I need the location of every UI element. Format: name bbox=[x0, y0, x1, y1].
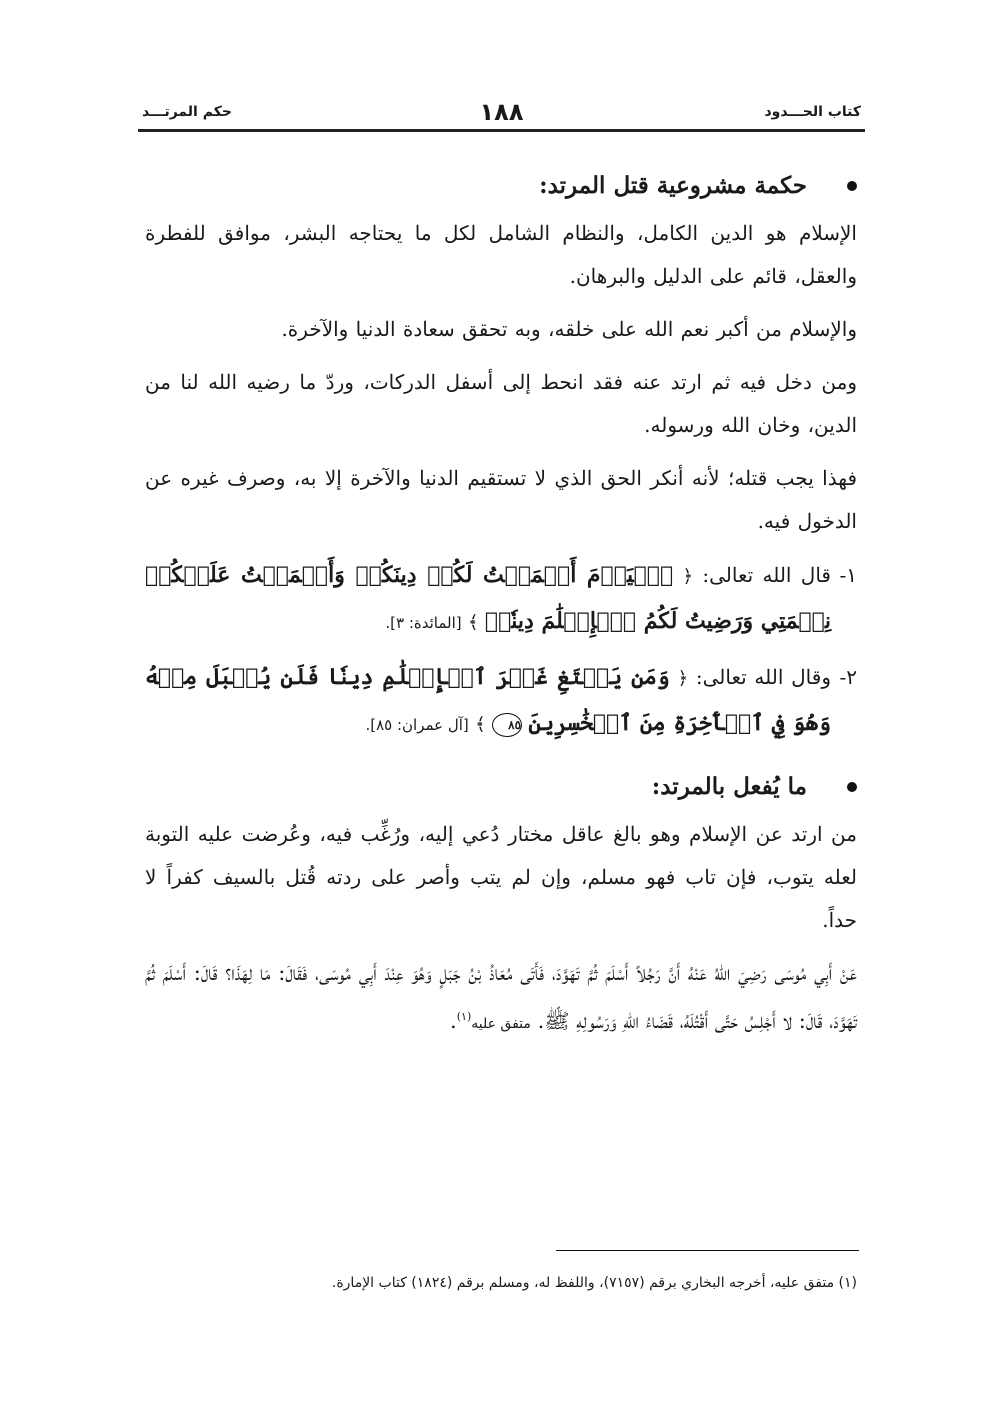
ornate-bracket-close-icon: ﴾ bbox=[475, 714, 486, 735]
hadith-body: عَنْ أَبِي مُوسَى رَضِيَ اللهُ عَنْهُ أَنَّ رَجُلاً أَسْلَمَ ثُمَّ تَهَوَّدَ، فَأَتَى مُعَاذُ بْنُ جَبَلٍ وَهُوَ عِنْدَ أَبِي مُوسَى، فَقَالَ: مَا لِهَذَا؟ قَالَ: أَسْلَمَ ثُمَّ تَهَوَّدَ، قَالَ: لا أَجْلِسُ حَتَّى أَقْتُلَهُ، قَضَاءُ اللهِ وَرَسُولِهِ ﷺ. bbox=[145, 961, 857, 1033]
quran-citation-1 bbox=[145, 553, 857, 645]
section-heading-text: حكمة مشروعية قتل المرتد: bbox=[539, 172, 807, 199]
hadith-text bbox=[145, 952, 857, 1046]
running-header bbox=[138, 98, 865, 128]
citation-intro: وقال الله تعالى: bbox=[695, 665, 831, 689]
list-number: ١- bbox=[839, 563, 857, 587]
page-body bbox=[145, 160, 857, 1046]
book-title: كتاب الحـــدود bbox=[764, 104, 861, 120]
footnote-marker[interactable]: (١) bbox=[456, 1010, 472, 1023]
paragraph: والإسلام من أكبر نعم الله على خلقه، وبه تحقق سعادة الدنيا والآخرة. bbox=[281, 317, 857, 341]
ayah-number-medallion: ٨٥ bbox=[492, 713, 522, 737]
list-number: ٢- bbox=[839, 665, 857, 689]
bullet-icon bbox=[847, 782, 857, 792]
section-heading-text: ما يُفعل بالمرتد: bbox=[651, 773, 807, 800]
quran-verse-text: وَمَن يَبۡتَغِ غَيۡرَ ٱلۡإِسۡلَٰمِ دِينٗا فَلَن يُقۡبَلَ مِنۡهُ وَهُوَ فِي ٱلۡأٓخِرَةِ مِنَ ٱلۡخَٰسِرِينَ bbox=[145, 664, 831, 736]
ornate-bracket-close-icon: ﴾ bbox=[467, 612, 479, 633]
verse-reference: [المائدة: ٣]. bbox=[385, 614, 462, 632]
header-rule bbox=[138, 129, 865, 132]
ornate-bracket-open-icon: ﴿ bbox=[677, 668, 689, 689]
verse-reference: [آل عمران: ٨٥]. bbox=[365, 716, 469, 734]
bullet-icon bbox=[847, 181, 857, 191]
sentence-end: . bbox=[450, 1009, 457, 1033]
quran-citation-2 bbox=[145, 655, 857, 747]
page-number: ١٨٨ bbox=[479, 98, 524, 126]
ornate-bracket-open-icon: ﴿ bbox=[682, 566, 694, 587]
paragraph: الإسلام هو الدين الكامل، والنظام الشامل لكل ما يحتاجه البشر، موافق للفطرة والعقل، قائم على الدليل والبرهان. bbox=[145, 221, 857, 288]
quran-verse-text: ٱلۡيَوۡمَ أَكۡمَلۡتُ لَكُمۡ دِينَكُمۡ وَأَتۡمَمۡتُ عَلَيۡكُمۡ نِعۡمَتِي وَرَضِيتُ لَكُمُ ٱلۡإِسۡلَٰمَ دِينٗاۚ bbox=[145, 562, 831, 634]
paragraph: من ارتد عن الإسلام وهو بالغ عاقل مختار دُعي إليه، ورُغِّب فيه، وعُرضت عليه التوبة لعله يتوب، فإن تاب فهو مسلم، وإن لم يتب وأصر على ردته قُتل بالسيف كفراً لا حداً. bbox=[145, 822, 857, 932]
footnote-rule bbox=[556, 1250, 859, 1251]
footnote-text: (١) متفق عليه، أخرجه البخاري برقم (٧١٥٧)، واللفظ له، ومسلم برقم (١٨٢٤) كتاب الإمارة. bbox=[331, 1275, 857, 1291]
hadith-grading: متفق عليه bbox=[471, 1016, 531, 1032]
paragraph: فهذا يجب قتله؛ لأنه أنكر الحق الذي لا تستقيم الدنيا والآخرة إلا به، وصرف غيره عن الدخول فيه. bbox=[145, 466, 857, 533]
paragraph: ومن دخل فيه ثم ارتد عنه فقد انحط إلى أسفل الدركات، وردّ ما رضيه الله لنا من الدين، وخان الله ورسوله. bbox=[145, 370, 857, 437]
citation-intro: قال الله تعالى: bbox=[702, 563, 831, 587]
chapter-title: حكم المرتـــد bbox=[142, 104, 232, 120]
section-heading-wisdom bbox=[145, 160, 857, 212]
section-heading-procedure bbox=[145, 761, 857, 813]
